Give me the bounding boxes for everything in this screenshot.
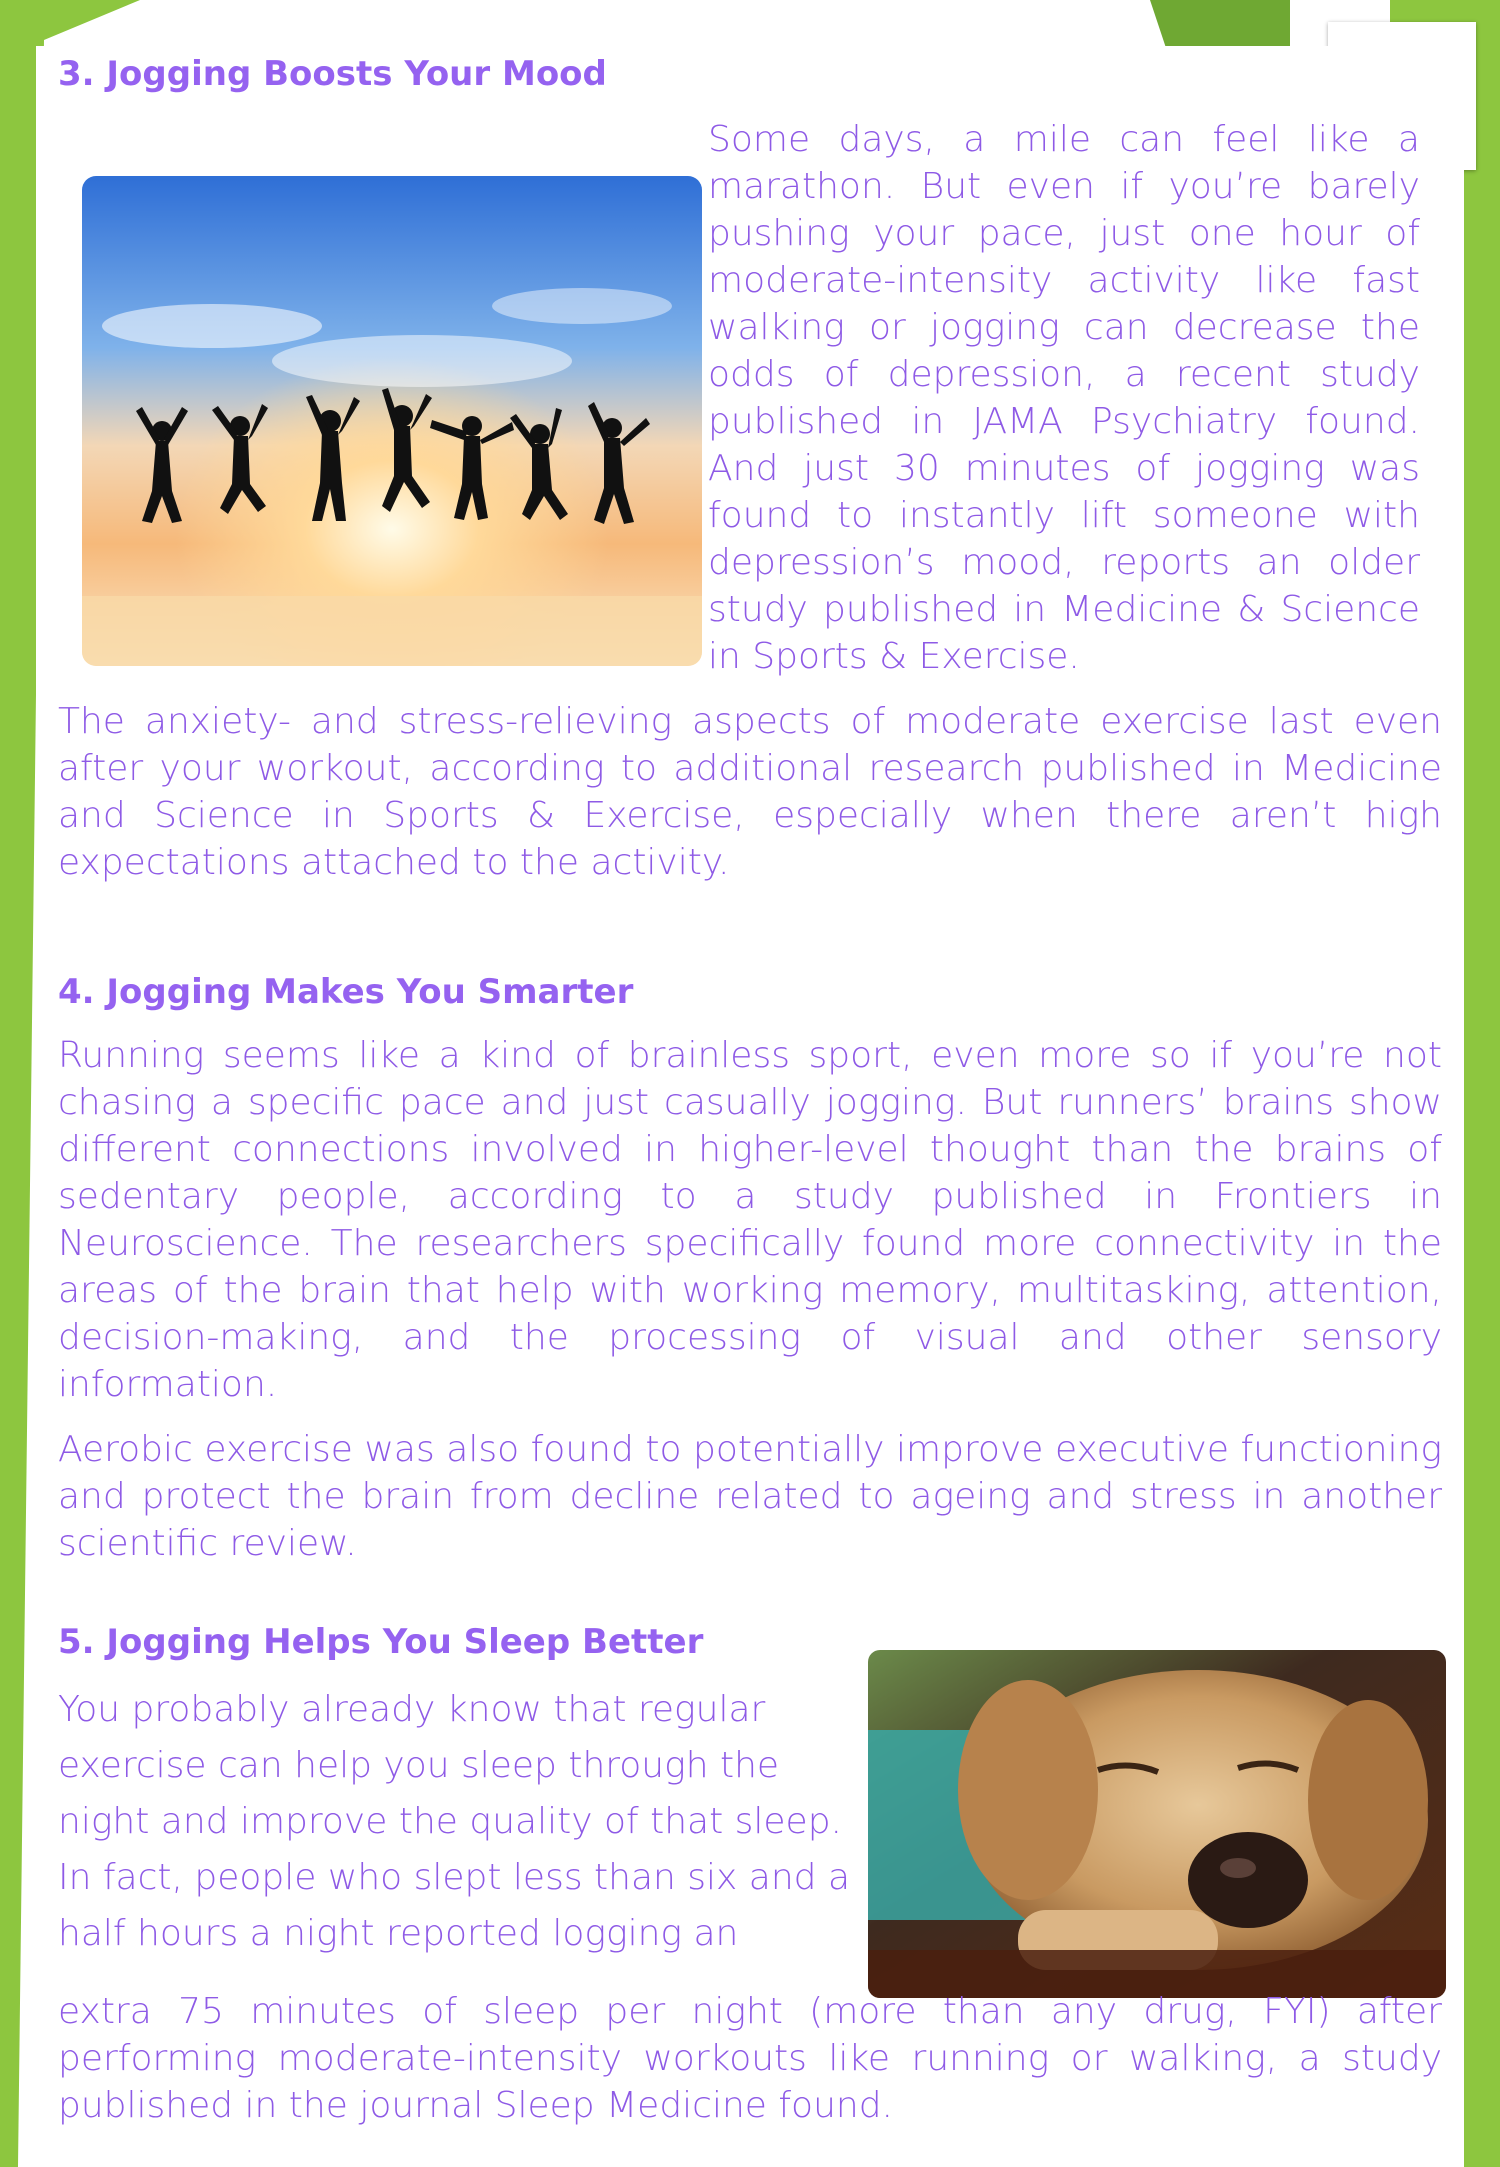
section-3-heading: 3. Jogging Boosts Your Mood <box>58 54 607 94</box>
section-3-paragraph-1: Some days, a mile can feel like a marathon. But even if you’re barely pushing your pace, just one hour of moderate-intensity activity like fast walking or jogging can decrease the odds of depression, a recent study published in JAMA Psychiatry found. And just 30 minutes of jogging was found to instantly lift someone with depression’s mood, reports an older study published in Medicine & Science in Sports & Exercise. <box>708 119 1420 677</box>
jumping-people-sunset-image <box>82 176 702 666</box>
section-5-heading: 5. Jogging Helps You Sleep Better <box>58 1622 704 1662</box>
sleeping-dog-image <box>868 1650 1446 1998</box>
sleeping-dog-illustration <box>868 1650 1446 1998</box>
sunset-illustration <box>82 176 702 666</box>
section-5-paragraph-1: You probably already know that regular exercise can help you sleep through the night and improve the quality of that sleep. In fact, people who slept less than six and a half hours a night reported logging an <box>58 1689 851 1954</box>
section-5-paragraph-2: extra 75 minutes of sleep per night (more than any drug, FYI) after performing moderate-intensity workouts like running or walking, a study published in the journal Sleep Medicine found. <box>58 1991 1442 2126</box>
section-4-paragraph-2: Aerobic exercise was also found to potentially improve executive functioning and protect the brain from decline related to ageing and stress in another scientific review. <box>58 1429 1442 1564</box>
document-page <box>36 46 1464 2167</box>
section-4-paragraph-1: Running seems like a kind of brainless sport, even more so if you’re not chasing a specific pace and just casually jogging. But runners’ brains show different connections involved in higher-level thought than the brains of sedentary people, according to a study published in Frontiers in Neuroscience. The researchers specifically found more connectivity in the areas of the brain that help with working memory, multitasking, attention, decision-making, and the processing of visual and other sensory information. <box>58 1035 1442 1405</box>
section-4-heading: 4. Jogging Makes You Smarter <box>58 972 634 1012</box>
section-3-paragraph-2: The anxiety- and stress-relieving aspects of moderate exercise last even after your workout, according to additional research published in Medicine and Science in Sports & Exercise, especially when there aren’t high expectations attached to the activity. <box>58 701 1442 883</box>
